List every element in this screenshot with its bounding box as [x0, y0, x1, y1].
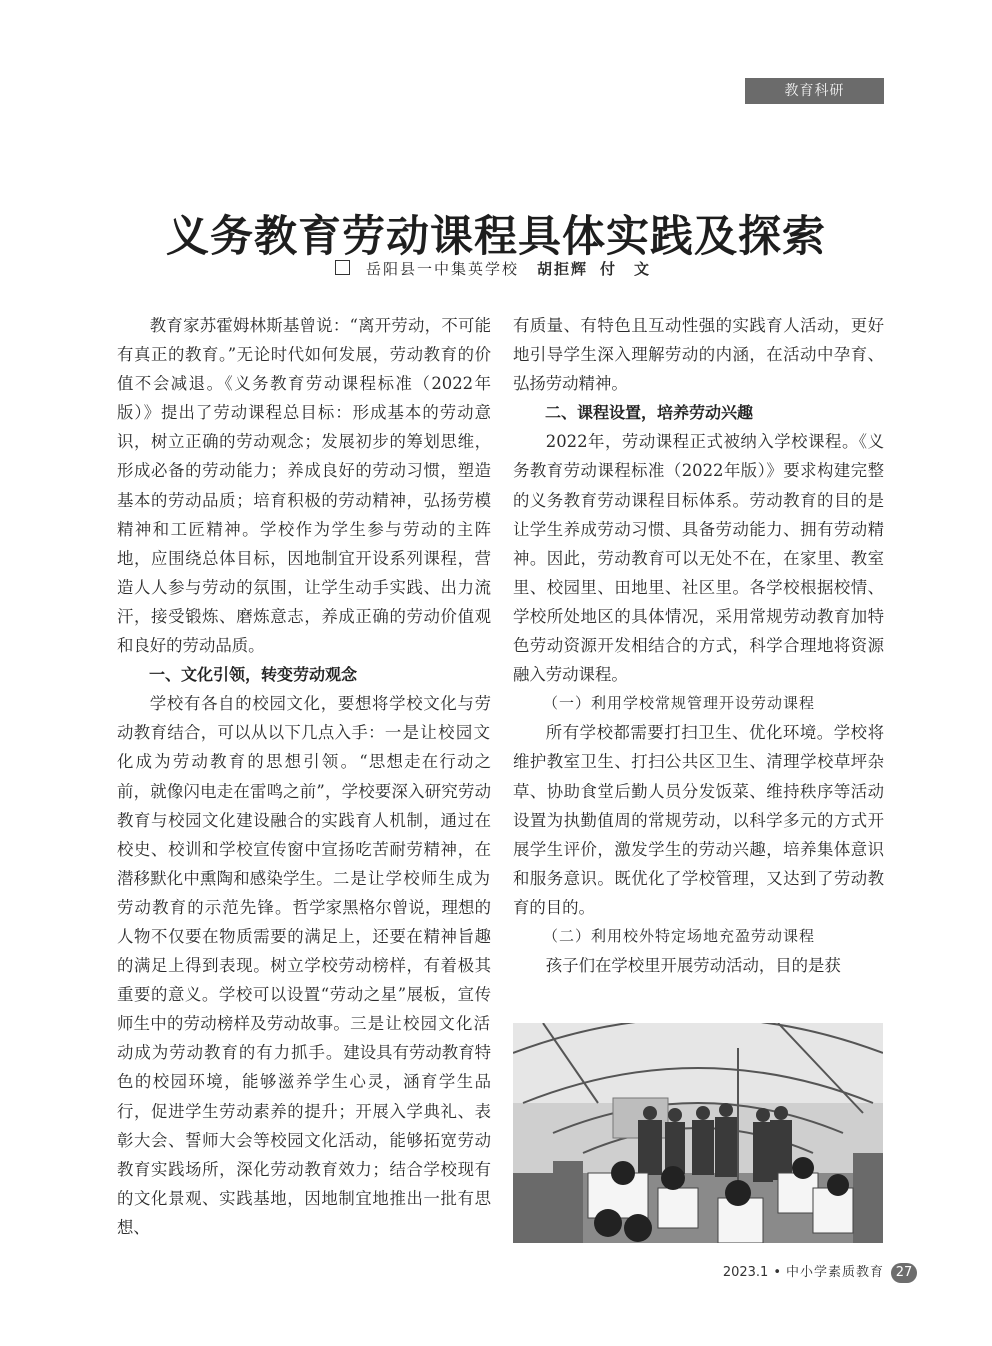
square-bullet-icon: [335, 260, 350, 275]
section-heading: 二、课程设置，培养劳动兴趣: [545, 403, 754, 423]
paragraph: 教育家苏霍姆林斯基曾说：“离开劳动，不可能有真正的教育。”无论时代如何发展，劳动教育的价值不会减退。《义务教育劳动课程标准（2022年版）》提出了劳动课程总目标：形成基本的劳动意识，树立正确的劳动观念；发展初步的筹划思维，形成必备的劳动能力；养成良好的劳动习惯，塑造基本的劳动品质；培育积极的劳动精神，弘扬劳模精神和工匠精神。学校作为学生参与劳动的主阵地，应围绕总体目标，因地制宜开设系列课程，营造人人参与劳动的氛围，让学生动手实践、出力流汗，接受锻炼、磨炼意志，养成正确的劳动价值观和良好的劳动品质。: [117, 316, 491, 656]
paragraph: 2022年，劳动课程正式被纳入学校课程。《义务教育劳动课程标准（2022年版）》要求构建完整的义务教育劳动课程目标体系。劳动教育的目的是让学生养成劳动习惯、具备劳动能力、拥有劳动精神。因此，劳动教育可以无处不在，在家里、教室里、校园里、田地里、社区里。各学校根据校情、学校所处地区的具体情况，采用常规劳动教育加特色劳动资源开发相结合的方式，科学合理地将资源融入劳动课程。: [513, 432, 884, 685]
paragraph-text: 哲学家黑格尔曾说，理想的人物不仅要在物质需要的满足上，还要在精神旨趣的满足上得到表现。树立学校劳动榜样，有着极其重要的意义。学校可以设置“劳动之星”展板，宣传师生中的劳动榜样及劳动故事。: [117, 897, 492, 1034]
paragraph-text: 学校有各自的校园文化，要想将学校文化与劳动教育结合，可以从以下几点入手：: [117, 694, 491, 743]
left-column: [117, 311, 491, 1242]
paragraph: [117, 689, 491, 1242]
paragraph-text: “思想走在行动之前，就像闪电走在雷鸣之前”，学校要深入研究劳动教育与校园文化建设融合的实践育人机制，通过在校史、校训和学校宣传窗中宣扬吃苦耐劳精神，在潜移默化中熏陶和感染学生。: [117, 752, 491, 888]
article-title: 义务教育劳动课程具体实践及探索: [166, 211, 826, 262]
issue-number: 2023.1: [722, 1265, 769, 1280]
author-name: 付 文: [600, 260, 652, 278]
section-heading: 一、文化引领，转变劳动观念: [149, 665, 358, 685]
journal-name: 中小学素质教育: [785, 1265, 884, 1280]
page-number: 27: [891, 1263, 917, 1283]
key-point: 二是让学校师生成为劳动教育的示范先锋。: [117, 868, 492, 917]
page-footer: [723, 1263, 917, 1283]
key-point: 三是让校园文化活动成为劳动教育的有力抓手。: [117, 1014, 492, 1063]
author-school: 岳阳县一中集英学校: [365, 260, 519, 278]
greenhouse-photo: [513, 1023, 883, 1243]
paragraph: 有质量、有特色且互动性强的实践育人活动，更好地引导学生深入理解劳动的内涵，在活动中孕育、弘扬劳动精神。: [513, 316, 884, 394]
key-point: 一是让校园文化成为劳动教育的思想引领。: [117, 723, 492, 772]
paragraph: 孩子们在学校里开展劳动活动，目的是获: [545, 956, 841, 976]
greenhouse-photo-illustration: [513, 1023, 883, 1243]
right-column: [513, 311, 884, 980]
subsection-heading: （二）利用校外特定场地充盈劳动课程: [543, 926, 816, 945]
paragraph: 所有学校都需要打扫卫生、优化环境。学校将维护教室卫生、打扫公共区卫生、清理学校草坪杂草、协助食堂后勤人员分发饭菜、维持秩序等活动设置为执勤值周的常规劳动，以科学多元的方式开展学生评价，激发学生的劳动兴趣，培养集体意识和服务意识。既优化了学校管理，又达到了劳动教育的目的。: [513, 723, 884, 917]
subsection-heading: （一）利用学校常规管理开设劳动课程: [543, 694, 816, 713]
footer-separator: •: [773, 1265, 781, 1280]
byline: [0, 257, 992, 281]
author-name: 胡拒辉: [536, 260, 588, 278]
paragraph-text: 建设具有劳动教育特色的校园环境，能够滋养学生心灵，涵育学生品行，促进学生劳动素养的提升；开展入学典礼、表彰大会、誓师大会等校园文化活动，能够拓宽劳动教育实践场所，深化劳动教育效力；结合学校现有的文化景观、实践基地，因地制宜地推出一批有思想、: [117, 1043, 492, 1237]
section-tag: 教育科研: [745, 78, 884, 104]
